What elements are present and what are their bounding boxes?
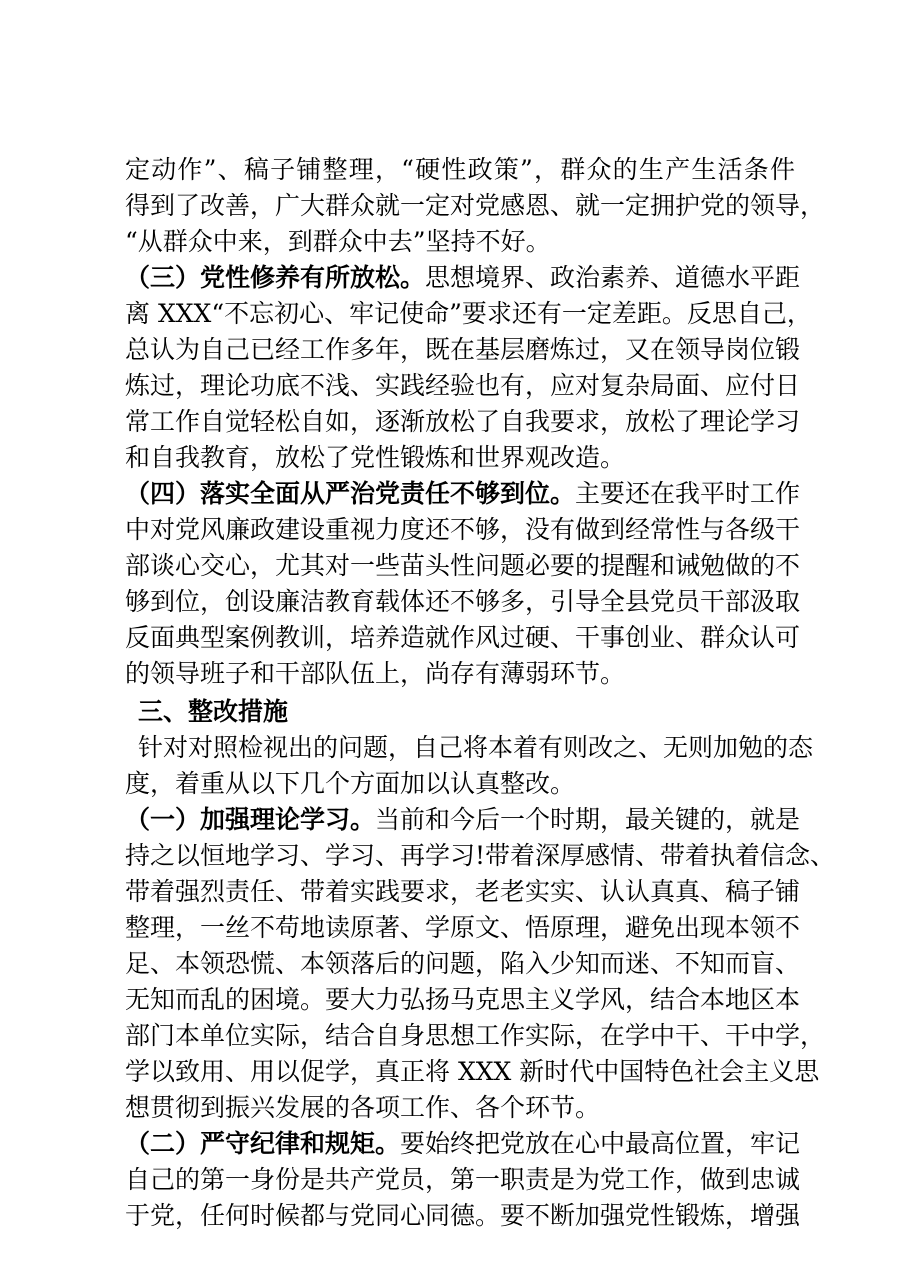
text-segment: 带着强烈责任、带着实践要求，老老实实、认认真真、稿子铺 <box>125 877 801 906</box>
text-line <box>125 512 801 548</box>
text-line <box>125 260 801 296</box>
text-line <box>125 1198 801 1234</box>
text-segment: 部门本单位实际，结合自身思想工作实际，在学中干、干中学， <box>125 1021 826 1050</box>
text-line <box>125 838 836 874</box>
section-heading: （三）党性修养有所放松。 <box>125 263 426 292</box>
text-segment: 主要还在我平时工作 <box>575 479 801 508</box>
text-segment: 得到了改善，广大群众就一定对党感恩、就一定拥护党的领导， <box>125 191 826 220</box>
text-line <box>125 1090 795 1126</box>
text-segment: 离 XXX“不忘初心、牢记使命”要求还有一定差距。反思自己， <box>125 299 812 328</box>
text-line <box>125 910 801 946</box>
text-segment: 中对党风廉政建设重视力度还不够，没有做到经常性与各级干 <box>125 515 801 544</box>
text-line <box>138 730 814 766</box>
text-line <box>125 332 801 368</box>
text-segment: 于党，任何时候都与党同心同德。要不断加强党性锻炼，增强 <box>125 1201 801 1230</box>
section-heading: （二）严守纪律和规矩。 <box>125 1129 401 1158</box>
text-line <box>125 982 801 1018</box>
text-segment: 常工作自觉轻松自如，逐渐放松了自我要求，放松了理论学习 <box>125 407 801 436</box>
text-segment: 炼过，理论功底不浅、实践经验也有，应对复杂局面、应付日 <box>125 371 801 400</box>
text-line <box>125 874 801 910</box>
text-segment: 无知而乱的困境。要大力弘扬马克思主义学风，结合本地区本 <box>125 985 801 1014</box>
text-line <box>125 946 801 982</box>
text-line <box>125 548 801 584</box>
text-line <box>125 368 801 404</box>
text-segment: 要始终把党放在心中最高位置，牢记 <box>400 1129 801 1158</box>
text-line <box>125 620 801 656</box>
text-line <box>125 1018 826 1054</box>
text-line <box>125 1162 801 1198</box>
text-segment: 持之以恒地学习、学习、再学习!带着深厚感情、带着执着信念、 <box>125 841 836 870</box>
text-line <box>125 656 795 692</box>
text-segment: “从群众中来，到群众中去”坚持不好。 <box>125 227 551 256</box>
text-line <box>125 152 795 188</box>
text-segment: 针对对照检视出的问题，自己将本着有则改之、无则加勉的态 <box>138 733 814 762</box>
text-segment: 的领导班子和干部队伍上，尚存有薄弱环节。 <box>125 659 626 688</box>
text-segment: 想贯彻到振兴发展的各项工作、各个环节。 <box>125 1093 601 1122</box>
text-line <box>125 1126 801 1162</box>
text-segment: 思想境界、政治素养、道德水平距 <box>425 263 801 292</box>
text-line <box>125 766 795 802</box>
text-line <box>125 440 795 476</box>
text-segment: 学以致用、用以促学，真正将 XXX 新时代中国特色社会主义思 <box>125 1057 820 1086</box>
text-segment: 自己的第一身份是共产党员，第一职责是为党工作，做到忠诚 <box>125 1165 801 1194</box>
heading-text: 三、整改措施 <box>138 697 289 726</box>
section-heading: （四）落实全面从严治党责任不够到位。 <box>125 479 576 508</box>
text-line <box>125 802 801 838</box>
text-segment: 定动作”、稿子铺整理，“硬性政策”，群众的生产生活条件 <box>125 155 795 184</box>
text-segment: 够到位，创设廉洁教育载体还不够多，引导全县党员干部汲取 <box>125 587 801 616</box>
text-segment: 整理，一丝不苟地读原著、学原文、悟原理，避免出现本领不 <box>125 913 801 942</box>
text-segment: 部谈心交心，尤其对一些苗头性问题必要的提醒和诫勉做的不 <box>125 551 801 580</box>
text-segment: 和自我教育，放松了党性锻炼和世界观改造。 <box>125 443 626 472</box>
text-line <box>125 224 795 260</box>
text-line <box>125 296 812 332</box>
chapter-heading <box>138 694 808 730</box>
text-line <box>125 584 801 620</box>
text-segment: 总认为自己已经工作多年，既在基层磨炼过，又在领导岗位锻 <box>125 335 801 364</box>
text-line <box>125 1054 820 1090</box>
text-segment: 反面典型案例教训，培养造就作风过硬、干事创业、群众认可 <box>125 623 801 652</box>
text-line <box>125 188 826 224</box>
text-segment: 度，着重从以下几个方面加以认真整改。 <box>125 769 576 798</box>
text-line <box>125 404 801 440</box>
text-segment: 足、本领恐慌、本领落后的问题，陷入少知而迷、不知而盲、 <box>125 949 801 978</box>
section-heading: （一）加强理论学习。 <box>125 805 376 834</box>
text-segment: 当前和今后一个时期，最关键的，就是 <box>375 805 801 834</box>
text-line <box>125 476 801 512</box>
